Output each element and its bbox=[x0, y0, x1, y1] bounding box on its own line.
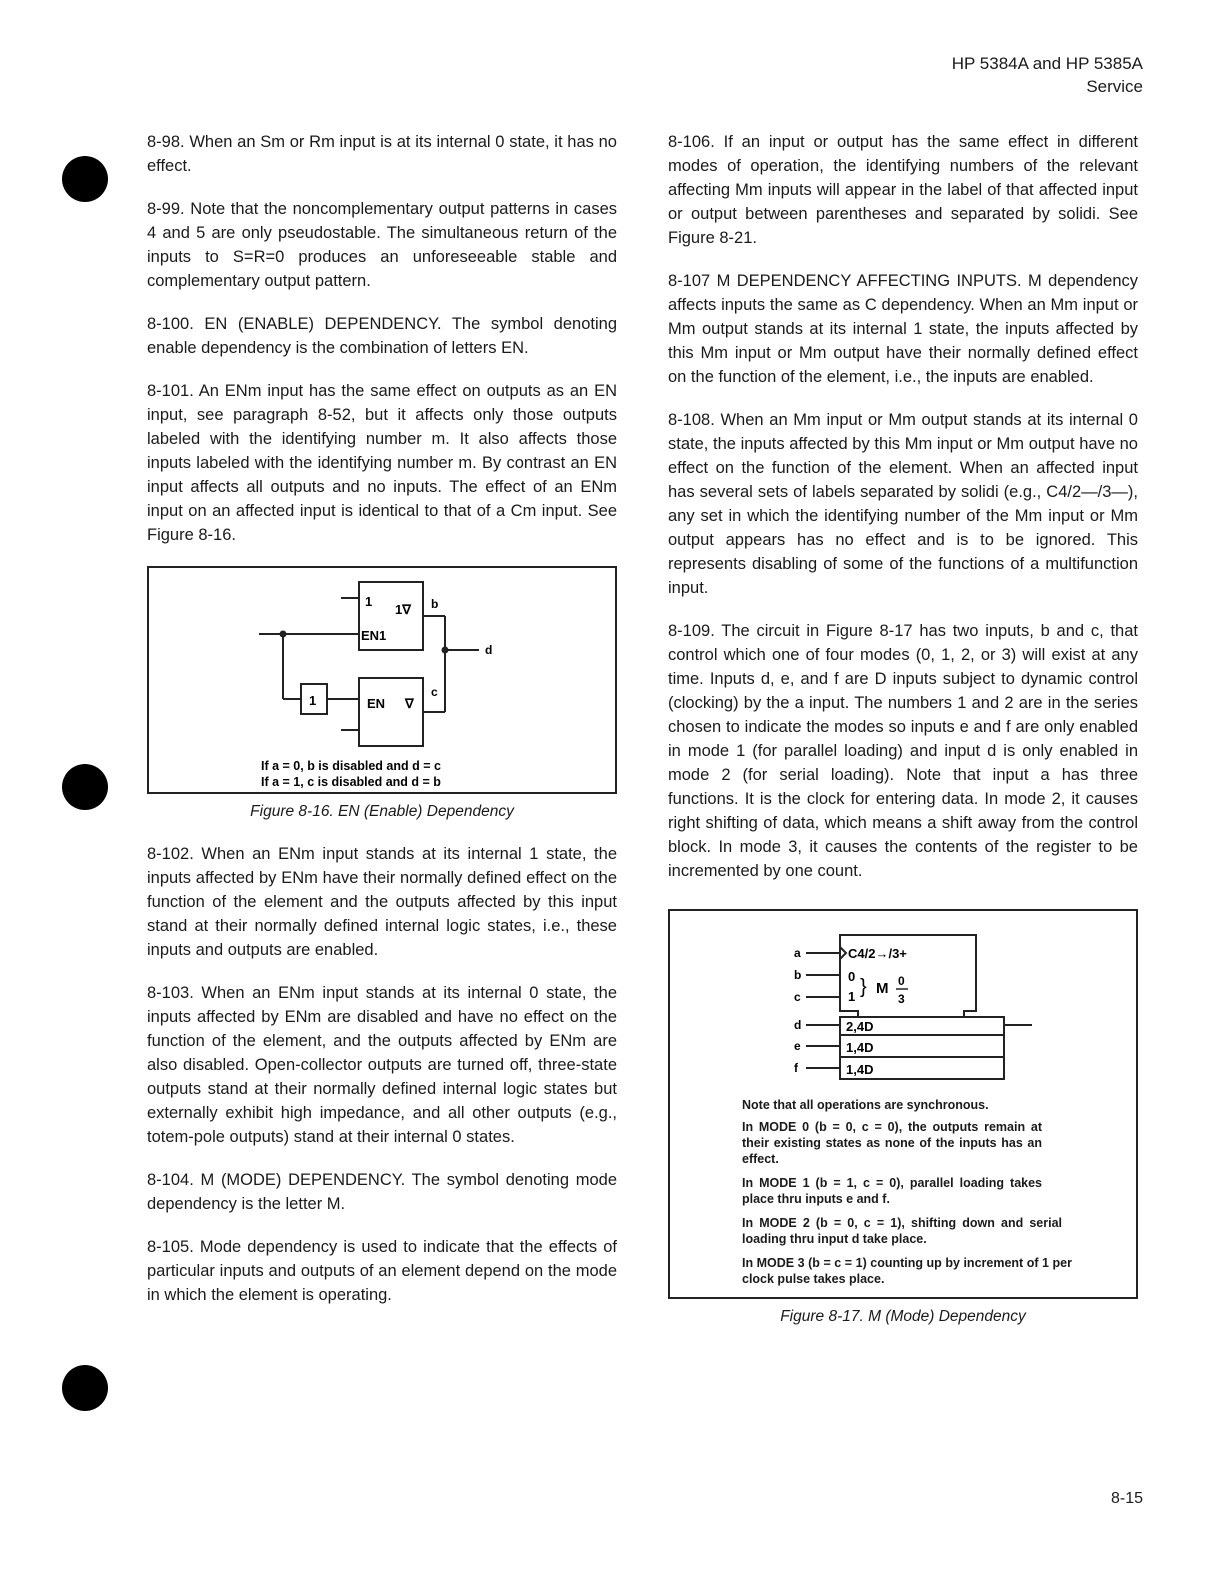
bottom-gate-box bbox=[359, 678, 423, 746]
stage-3-label: 1,4D bbox=[846, 1062, 874, 1077]
figure-8-17 bbox=[668, 909, 1138, 1299]
right-column bbox=[668, 130, 1138, 1329]
input-f: f bbox=[794, 1061, 798, 1075]
bottom-box-en: EN bbox=[367, 696, 386, 711]
fig17-note-mode-2: In MODE 2 (b = 0, c = 1), shifting down and serial loading thru input d take place. bbox=[742, 1216, 1062, 1246]
paragraph: 8-105. Mode dependency is used to indicate that the effects of particular inputs and outputs of an element depend on the mode in which the element is operating. bbox=[147, 1238, 617, 1304]
mode-input-1: 1 bbox=[848, 989, 856, 1004]
signal-d: d bbox=[485, 643, 493, 657]
binder-hole bbox=[62, 1365, 108, 1411]
paragraph: 8-104. M (MODE) DEPENDENCY. The symbol denoting mode dependency is the letter M. bbox=[147, 1171, 617, 1213]
paragraph: 8-101. An ENm input has the same effect on outputs as an EN input, see paragraph 8-52, but it affects only those outputs labeled with the identifying number m. It also affects those inputs labeled with the identifying number m. By contrast an EN input affects all outputs and no inputs. The effect of an ENm input on an affected input is identical to that of a Cm input. See Figure 8-16. bbox=[147, 382, 617, 544]
left-column bbox=[147, 130, 617, 1326]
fig17-note-intro: Note that all operations are synchronous. bbox=[742, 1098, 989, 1112]
paragraph: 8-100. EN (ENABLE) DEPENDENCY. The symbol denoting enable dependency is the combination of letters EN. bbox=[147, 315, 617, 357]
enable-dependency-diagram bbox=[149, 568, 615, 792]
input-d: d bbox=[794, 1018, 802, 1032]
fig17-note-mode-0: In MODE 0 (b = 0, c = 0), the outputs remain at their existing states as none of the inputs has an effect. bbox=[742, 1120, 1042, 1166]
paragraph: 8-106. If an input or output has the same effect in different modes of operation, the identifying numbers of the relevant affecting Mm inputs will appear in the label of that affected input or output between parentheses and separated by solidi. See Figure 8-21. bbox=[668, 133, 1138, 247]
paragraph: 8-107 M DEPENDENCY AFFECTING INPUTS. M dependency affects inputs the same as C dependency. When an Mm input or Mm output stands at its internal 1 state, the inputs affected by this Mm input or Mm output have their normally defined effect on the function of the element, i.e., the inputs are enabled. bbox=[668, 272, 1138, 386]
fig16-note-2: If a = 1, c is disabled and d = b bbox=[261, 775, 441, 789]
bottom-box-out: ∇ bbox=[405, 696, 414, 711]
mode-input-0: 0 bbox=[848, 969, 856, 984]
paragraph: 8-103. When an ENm input stands at its internal 0 state, the inputs affected by ENm are disabled and have no effect on the function of the element, and the outputs affected by ENm are also disabled. Open-collector outputs are turned off, three-state outputs stand at their normally defined internal logic states but externally exhibit high impedance, and all other outputs (e.g., totem-pole outputs) stand at their internal 0 states. bbox=[147, 984, 617, 1146]
input-b: b bbox=[794, 968, 802, 982]
input-e: e bbox=[794, 1039, 801, 1053]
top-box-out: 1∇ bbox=[395, 602, 411, 617]
paragraph: 8-108. When an Mm input or Mm output stands at its internal 0 state, the inputs affected by this Mm input or Mm output have no effect on the function of the element. When an affected input has several sets of labels separated by solidi (e.g., C4/2—/3—), any set in which the identifying number of the Mm input or Mm output appears has no effect and is to be ignored. This represents disabling of some of the functions of a multifunction input. bbox=[668, 411, 1138, 597]
fig17-note-mode-1: In MODE 1 (b = 1, c = 0), parallel loading takes place thru inputs e and f. bbox=[742, 1176, 1042, 1206]
binder-hole bbox=[62, 156, 108, 202]
paragraph: 8-99. Note that the noncomplementary output patterns in cases 4 and 5 are only pseudostable. The simultaneous return of the inputs to S=R=0 produces an unforeseeable stable and complementary output pattern. bbox=[147, 200, 617, 290]
fig17-note-mode-3: In MODE 3 (b = c = 1) counting up by increment of 1 per clock pulse takes place. bbox=[742, 1256, 1072, 1286]
input-a: a bbox=[794, 946, 801, 960]
paragraph: 8-109. The circuit in Figure 8-17 has two inputs, b and c, that control which one of four modes (0, 1, 2, or 3) will exist at any time. Inputs d, e, and f are D inputs subject to dynamic control (clocking) by the a input. The numbers 1 and 2 are in the series chosen to indicate the modes so inputs e and f are only enabled in mode 1 (for parallel loading) and input d is only enabled in mode 2 (for serial loading). Note that input a has three functions. It is the clock for entering data. In mode 2, it causes right shifting of data, which means a shift away from the control block. In mode 3, it causes the contents of the register to be incremented by one count. bbox=[668, 622, 1138, 880]
page-number: 8-15 bbox=[1110, 1490, 1143, 1507]
figure-8-17-caption: Figure 8-17. M (Mode) Dependency bbox=[780, 1308, 1026, 1325]
mode-label: M bbox=[876, 980, 889, 997]
input-c: c bbox=[794, 990, 801, 1004]
figure-8-16 bbox=[147, 566, 617, 794]
mode-range-bottom: 3 bbox=[898, 992, 905, 1006]
inverter-label: 1 bbox=[309, 693, 317, 708]
header-title: HP 5384A and HP 5385A bbox=[951, 54, 1143, 73]
figure-8-16-caption: Figure 8-16. EN (Enable) Dependency bbox=[250, 803, 514, 820]
stage-1-label: 2,4D bbox=[846, 1019, 874, 1034]
top-box-en: EN1 bbox=[361, 628, 387, 643]
page-header bbox=[952, 52, 1143, 98]
binder-hole bbox=[62, 764, 108, 810]
mode-range-top: 0 bbox=[898, 974, 905, 988]
mode-brace: } bbox=[860, 976, 867, 998]
top-box-1: 1 bbox=[365, 594, 373, 609]
stage-2-label: 1,4D bbox=[846, 1040, 874, 1055]
signal-c: c bbox=[431, 685, 438, 699]
signal-b: b bbox=[431, 597, 439, 611]
paragraph: 8-98. When an Sm or Rm input is at its internal 0 state, it has no effect. bbox=[147, 133, 617, 175]
mode-dependency-diagram bbox=[670, 911, 1136, 1111]
clock-label: C4/2→/3+ bbox=[848, 946, 907, 961]
fig16-note-1: If a = 0, b is disabled and d = c bbox=[261, 759, 441, 773]
paragraph: 8-102. When an ENm input stands at its internal 1 state, the inputs affected by ENm have their normally defined effect on the function of the element and the outputs affected by this input stand at their normally defined internal logic states, i.e., these inputs and outputs are enabled. bbox=[147, 845, 617, 959]
header-section: Service bbox=[1086, 77, 1143, 96]
